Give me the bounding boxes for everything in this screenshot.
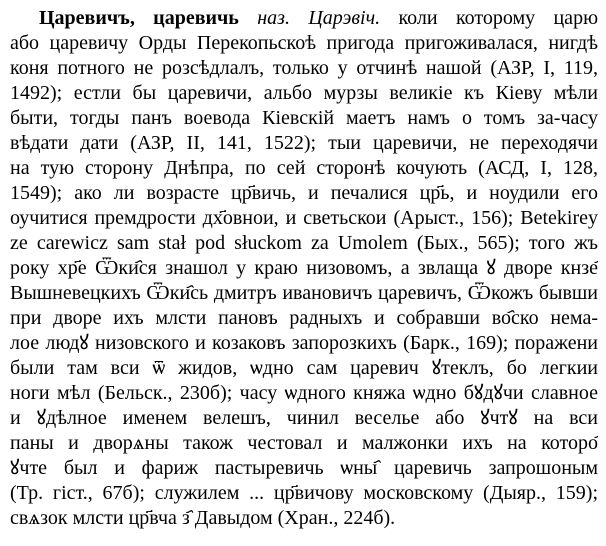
entry-line-16: ноги мѣл (Бельск., 230б); часу ѡдного княжа ѡдно бꙋдꙋчи славное: [10, 382, 598, 404]
grammar-label: наз.: [257, 7, 290, 29]
entry-line-17: и ꙋдѣлное именем велешъ, чинил веселье або ꙋчтꙋ на вси: [10, 407, 598, 429]
entry-line-19: ꙋчте был и фариж пастыревичь ѡны҄ царевичь запрошоным: [10, 457, 598, 479]
entry-line-5: быти, тогды панъ воевода Кіевскій маетъ намъ о томъ за-часу: [10, 107, 598, 129]
entry-line-12: Вышневецкихъ Ѿки҄сь дмитръ ивановичъ царевичъ, Ѿкожъ бывши: [10, 282, 598, 304]
entry-line-2: або царевичу Орды Перекопьскоѣ пригода пригоживалася, нигдѣ: [10, 32, 598, 54]
entry-line-4: 1492); естли бы царевичи, альбо мурзы великіе къ Кіеву мѣли: [10, 82, 598, 104]
entry-line-13: при дворе ихъ млсти пановъ радныхъ и собравши во҄ско нема-: [10, 307, 598, 329]
entry-line-3: коня потного не розсѣдлалъ, только у отчинѣ нашой (АЗР, I, 119,: [10, 57, 598, 79]
modern-form: Царэвіч.: [308, 7, 381, 29]
entry-line-14: лое людꙋ низовского и козаковъ запорозкихъ (Барк., 169); поражени: [10, 332, 598, 354]
entry-line-7: на тую сторону Днѣпра, по сей сторонѣ кочують (АСД, I, 128,: [10, 157, 598, 179]
entry-line-6: вѣдати дати (АЗР, II, 141, 1522); тыи царевичи, не переходячи: [10, 132, 598, 154]
entry-line-9: оучитися премдрости дх҃овнои, и светьскои (Арыст., 156); Betekirey: [10, 207, 598, 229]
entry-line-21: свѧзок млсти цр҃вча з҄ Давыдом (Хран., 224б).: [10, 507, 396, 529]
entry-line-8: 1549); ако ли возрасте цр҃вичь, и печалися цр҃ь, и ноудили его: [10, 182, 598, 204]
entry-line-18: паны и дворѧны також честовал и малжонки ихъ на которо҄: [10, 432, 598, 454]
entry-line-11: року хр҃е Ѿки҄ся знашол у краю низовомъ, а звлаща ꙋ дворе кнзе҄: [10, 257, 598, 279]
entry-line-15: были там вси ѿ жидов, ѡдно сам царевич ꙋтеклъ, бо легкии: [10, 357, 598, 379]
headword: Царевичъ, царевичь: [39, 7, 239, 29]
entry-line-1: [10, 6, 598, 31]
entry-text: коли которому царю: [398, 7, 598, 29]
entry-line-10: ze carewicz sam stał pod słuckom za Umolem (Бых., 565); того жъ: [10, 232, 598, 254]
entry-line-20: (Тр. гіст., 67б); служилем ... цр҃вичову московскому (Дыяр., 159);: [10, 482, 598, 504]
